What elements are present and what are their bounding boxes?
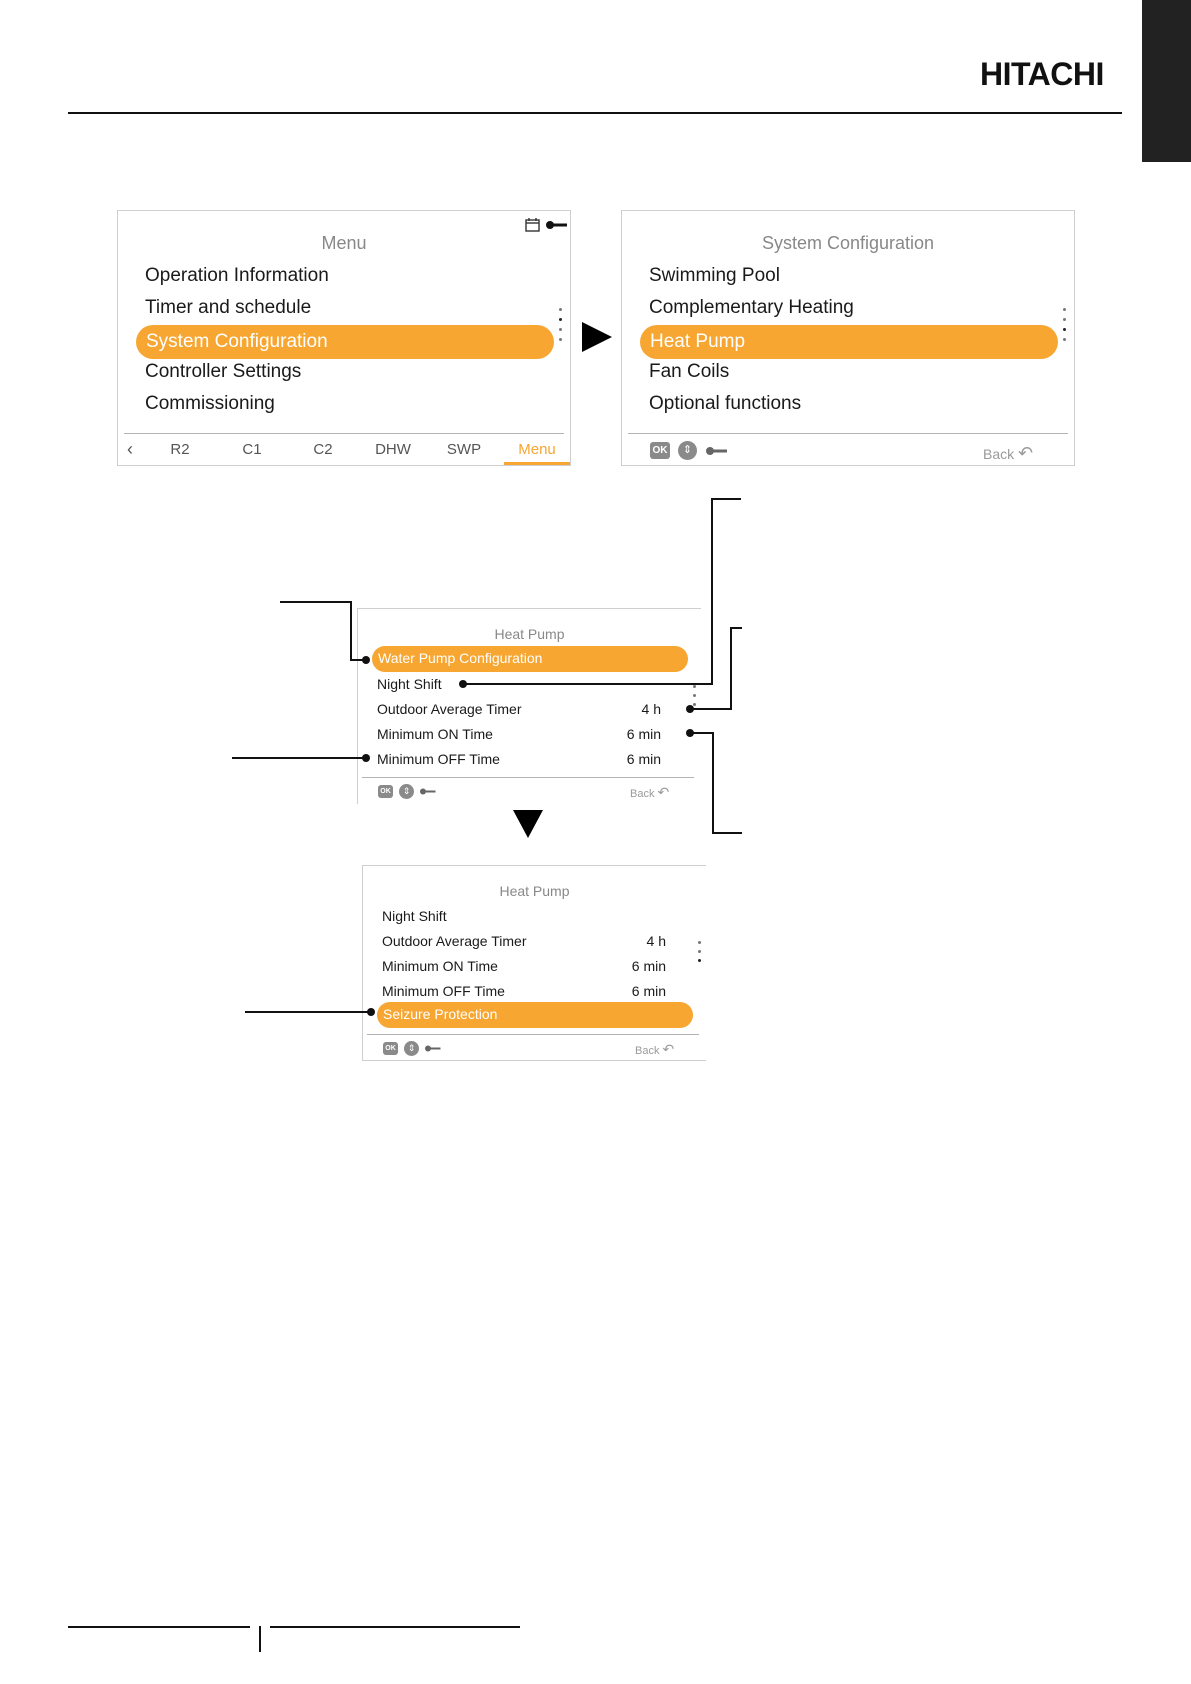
item-label: Minimum OFF Time xyxy=(382,983,505,999)
chevron-left-icon[interactable]: ‹ xyxy=(127,439,133,459)
callout-outdoor-v xyxy=(730,627,732,710)
side-tab xyxy=(1142,0,1191,162)
menu-item-controller-settings[interactable]: Controller Settings xyxy=(145,361,302,382)
back-arrow-icon: ↶ xyxy=(657,784,670,800)
header-rule xyxy=(68,112,1122,114)
item-minimum-off-time[interactable] xyxy=(377,751,661,767)
wrench-icon[interactable] xyxy=(425,1044,441,1053)
callout-dot xyxy=(686,729,694,737)
item-fan-coils[interactable]: Fan Coils xyxy=(649,361,730,382)
item-water-pump-configuration[interactable]: Water Pump Configuration xyxy=(372,646,688,672)
tab-menu[interactable]: Menu xyxy=(504,441,570,465)
item-label: Minimum ON Time xyxy=(377,726,493,742)
calendar-icon xyxy=(524,217,542,233)
item-complementary-heating[interactable]: Complementary Heating xyxy=(649,297,854,318)
scroll-indicator[interactable] xyxy=(698,941,702,968)
footer-divider xyxy=(259,1626,261,1652)
tab-dhw[interactable]: DHW xyxy=(375,441,411,458)
footer-rule-right xyxy=(270,1626,520,1628)
item-minimum-on-time[interactable] xyxy=(377,726,661,742)
back-button[interactable] xyxy=(635,1041,674,1058)
item-minimum-off-time[interactable] xyxy=(382,983,666,999)
selector-icon[interactable]: ⇕ xyxy=(678,441,697,460)
callout-seizure-line xyxy=(245,1011,371,1013)
item-minimum-on-time[interactable] xyxy=(382,958,666,974)
item-optional-functions[interactable]: Optional functions xyxy=(649,393,802,414)
ok-icon[interactable]: OK xyxy=(378,785,393,798)
item-outdoor-average-timer[interactable] xyxy=(377,701,661,717)
item-seizure-protection[interactable]: Seizure Protection xyxy=(377,1002,693,1028)
item-value: 4 h xyxy=(646,933,666,949)
item-label: Minimum OFF Time xyxy=(377,751,500,767)
callout-dot xyxy=(459,680,467,688)
ok-icon[interactable]: OK xyxy=(650,442,670,459)
menu-item-commissioning[interactable]: Commissioning xyxy=(145,393,275,414)
heat-pump-screen xyxy=(357,608,701,804)
callout-dot xyxy=(686,705,694,713)
selector-icon[interactable]: ⇕ xyxy=(399,784,414,799)
item-value: 6 min xyxy=(626,751,661,767)
selector-icon[interactable]: ⇕ xyxy=(404,1041,419,1056)
callout-water-pump-h1 xyxy=(280,601,352,603)
wrench-icon xyxy=(546,219,568,231)
heat-pump-bottom-rule xyxy=(367,1034,699,1035)
heat-pump-title: Heat Pump xyxy=(499,883,570,899)
heat-pump-bottom-rule xyxy=(362,777,694,778)
back-label: Back xyxy=(983,446,1015,462)
back-label: Back xyxy=(630,788,655,800)
item-heat-pump[interactable]: Heat Pump xyxy=(640,325,1058,359)
item-label: Outdoor Average Timer xyxy=(382,933,527,949)
menu-title: Menu xyxy=(321,233,367,253)
callout-dot xyxy=(362,656,370,664)
item-value: 4 h xyxy=(641,701,661,717)
menu-screen xyxy=(117,210,571,466)
arrow-right-icon xyxy=(582,322,612,352)
back-button[interactable] xyxy=(630,784,669,801)
tab-c1[interactable]: C1 xyxy=(242,441,262,458)
arrow-down-icon xyxy=(513,810,543,838)
menu-item-timer-and-schedule[interactable]: Timer and schedule xyxy=(145,297,312,318)
wrench-icon[interactable] xyxy=(420,787,436,796)
back-label: Back xyxy=(635,1045,660,1057)
item-night-shift[interactable] xyxy=(382,908,666,924)
heat-pump-screen-scrolled xyxy=(362,865,706,1061)
callout-outdoor-h xyxy=(690,708,732,710)
callout-min-on-bottom xyxy=(712,832,742,834)
callout-outdoor-top xyxy=(730,627,742,629)
system-configuration-bottom-rule xyxy=(628,433,1068,434)
menu-item-operation-information[interactable]: Operation Information xyxy=(145,265,329,286)
back-button[interactable] xyxy=(983,443,1033,464)
heat-pump-title: Heat Pump xyxy=(494,626,565,642)
callout-night-shift-top xyxy=(711,498,741,500)
back-arrow-icon: ↶ xyxy=(1018,443,1034,463)
tab-swp[interactable]: SWP xyxy=(446,441,482,458)
item-label: Night Shift xyxy=(382,908,447,924)
item-label: Minimum ON Time xyxy=(382,958,498,974)
item-value: 6 min xyxy=(626,726,661,742)
callout-water-pump-v xyxy=(350,601,352,661)
scroll-indicator[interactable] xyxy=(1063,308,1067,348)
callout-dot xyxy=(362,754,370,762)
item-swimming-pool[interactable]: Swimming Pool xyxy=(649,265,780,286)
tab-c2[interactable]: C2 xyxy=(313,441,333,458)
callout-min-off-line xyxy=(232,757,366,759)
system-configuration-title: System Configuration xyxy=(761,233,935,253)
ok-icon[interactable]: OK xyxy=(383,1042,398,1055)
menu-bottom-rule xyxy=(124,433,564,434)
callout-night-shift-v xyxy=(711,498,713,685)
tab-r2[interactable]: R2 xyxy=(170,441,190,458)
footer-rule-left xyxy=(68,1626,250,1628)
item-value: 6 min xyxy=(631,958,666,974)
callout-dot xyxy=(367,1008,375,1016)
brand-logo: HITACHI xyxy=(980,56,1104,92)
scroll-indicator[interactable] xyxy=(559,308,563,348)
item-label: Night Shift xyxy=(377,676,442,692)
system-configuration-screen xyxy=(621,210,1075,466)
menu-item-system-configuration[interactable]: System Configuration xyxy=(136,325,554,359)
callout-night-shift-h xyxy=(464,683,713,685)
wrench-icon[interactable] xyxy=(706,445,728,457)
item-value: 6 min xyxy=(631,983,666,999)
item-label: Outdoor Average Timer xyxy=(377,701,522,717)
callout-min-on-v xyxy=(712,732,714,834)
back-arrow-icon: ↶ xyxy=(662,1041,675,1057)
item-outdoor-average-timer[interactable] xyxy=(382,933,666,949)
